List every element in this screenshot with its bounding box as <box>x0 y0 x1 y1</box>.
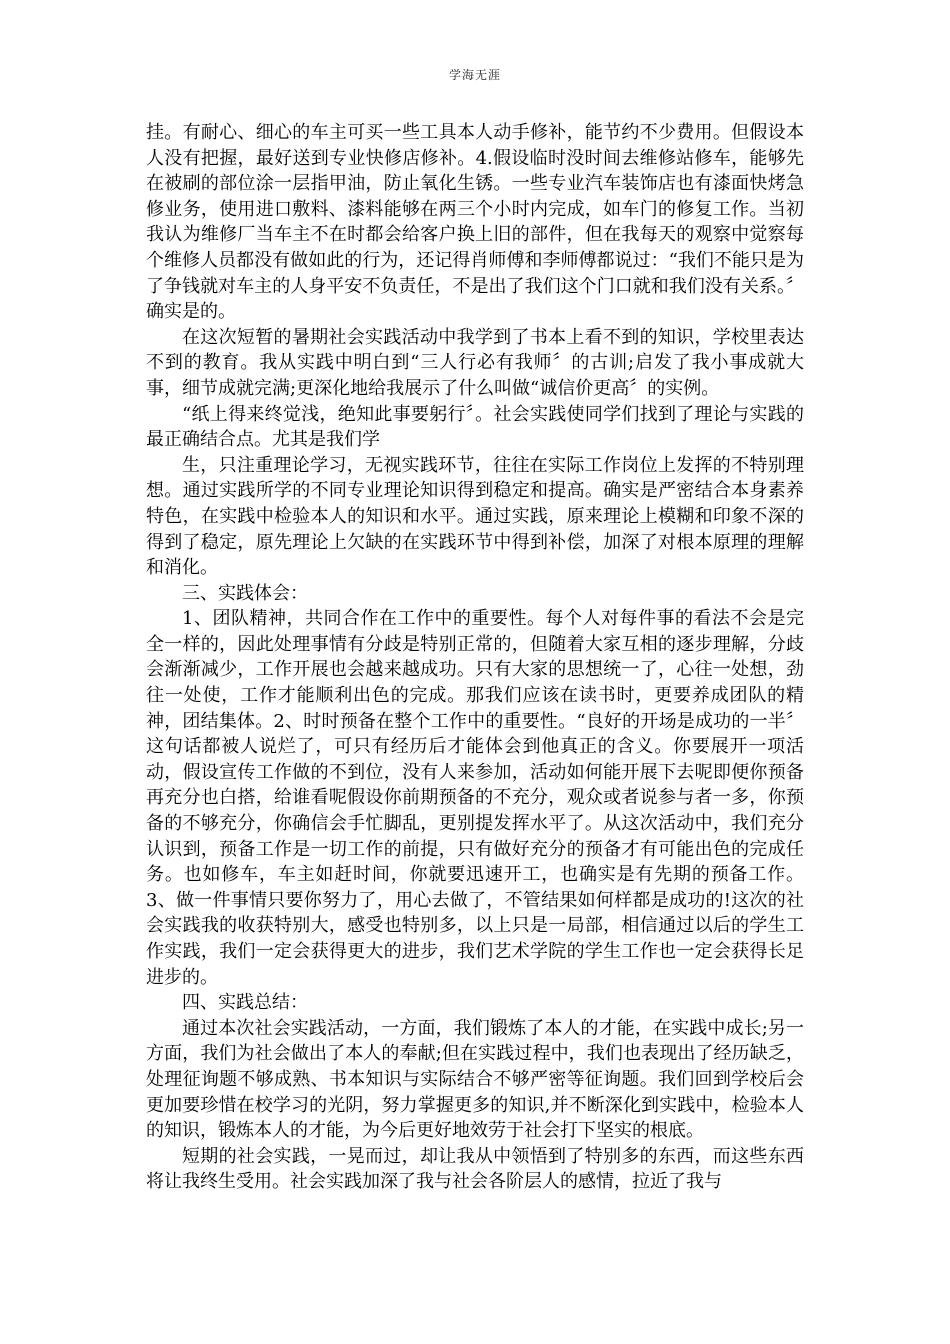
document-body <box>146 120 804 1195</box>
paragraph-closing: 短期的社会实践，一晃而过，却让我从中领悟到了特别多的东西，而这些东西将让我终生受用。社会实践加深了我与社会各阶层人的感情，拉近了我与 <box>146 1145 804 1193</box>
paragraph-teamwork: 1、团队精神，共同合作在工作中的重要性。每个人对每件事的看法不会是完全一样的，因此处理事情有分歧是特别正常的，但随着大家互相的逐步理解，分歧会渐渐减少，工作开展也会越来越成功。只有大家的思想统一了，心往一处想，劲往一处使，工作才能顺利出色的完成。那我们应该在读书时，更要养成团队的精神，团结集体。2、时时预备在整个工作中的重要性。“良好的开场是成功的一半〞这句话都被人说烂了，可只有经历后才能体会到他真正的含义。你要展开一项活动，假设宣传工作做的不到位，没有人来参加，活动如何能开展下去呢即便你预备再充分也白搭，给谁看呢假设你前期预备的不充分，观众或者说参与者一多，你预备的不够充分，你确信会手忙脚乱，更别提发挥水平了。从这次活动中，我们充分认识到，预备工作是一切工作的前提，只有做好充分的预备才有可能出色的完成任务。也如修车，车主如赶时间，你就要迅速开工，也确实是有先期的预备工作。3、做一件事情只要你努力了，用心去做了，不管结果如何样都是成功的!这次的社会实践我的收获特别大，感受也特别多，以上只是一局部，相信通过以后的学生工作实践，我们一定会获得更大的进步，我们艺术学院的学生工作也一定会获得长足进步的。 <box>146 608 804 988</box>
paragraph-summary: 通过本次社会实践活动，一方面，我们锻炼了本人的才能，在实践中成长;另一方面，我们为社会做出了本人的奉献;但在实践过程中，我们也表现出了经历缺乏，处理征询题不够成熟、书本知识与实际结合不够严密等征询题。我们回到学校后会更加要珍惜在校学习的光阴，努力掌握更多的知识,并不断深化到实践中，检验本人的知识，锻炼本人的才能，为今后更好地效劳于社会打下坚实的根底。 <box>146 1017 804 1142</box>
page-header-title: 学海无涯 <box>448 68 501 82</box>
section-heading-experience: 三、实践体会： <box>182 582 308 604</box>
paragraph-summer-practice: 在这次短暂的暑期社会实践活动中我学到了书本上看不到的知识，学校里表达不到的教育。我从实践中明白到“三人行必有我师〞的古训;启发了我小事成就大事，细节成就完满;更深化地给我展示了什么叫做“诚信价更高〞的实例。 <box>146 326 804 399</box>
section-heading-summary: 四、实践总结： <box>182 992 308 1014</box>
paragraph-theory-practice: “纸上得来终觉浅，绝知此事要躬行〞。社会实践使同学们找到了理论与实践的最正确结合点。尤其是我们学 <box>146 403 804 451</box>
paragraph-students-theory: 生，只注重理论学习，无视实践环节，往往在实际工作岗位上发挥的不特别理想。通过实践所学的不同专业理论知识得到稳定和提高。确实是严密结合本身素养特色，在实践中检验本人的知识和水平。通过实践，原来理论上模糊和印象不深的得到了稳定，原先理论上欠缺的在实践环节中得到补偿，加深了对根本原理的理解和消化。 <box>146 454 804 579</box>
paragraph-vehicle-repair: 挂。有耐心、细心的车主可买一些工具本人动手修补，能节约不少费用。但假设本人没有把握，最好送到专业快修店修补。4.假设临时没时间去维修站修车，能够先在被刷的部位涂一层指甲油，防止氧化生锈。一些专业汽车装饰店也有漆面快烤急修业务，使用进口敷料、漆料能够在两三个小时内完成，如车门的修复工作。当初我认为维修厂当车主不在时都会给客户换上旧的部件，但在我每天的观察中觉察每个维修人员都没有做如此的行为，还记得肖师傅和李师傅都说过：“我们不能只是为了争钱就对车主的人身平安不负责任，不是出了我们这个门口就和我们没有关系。〞确实是的。 <box>146 122 804 323</box>
